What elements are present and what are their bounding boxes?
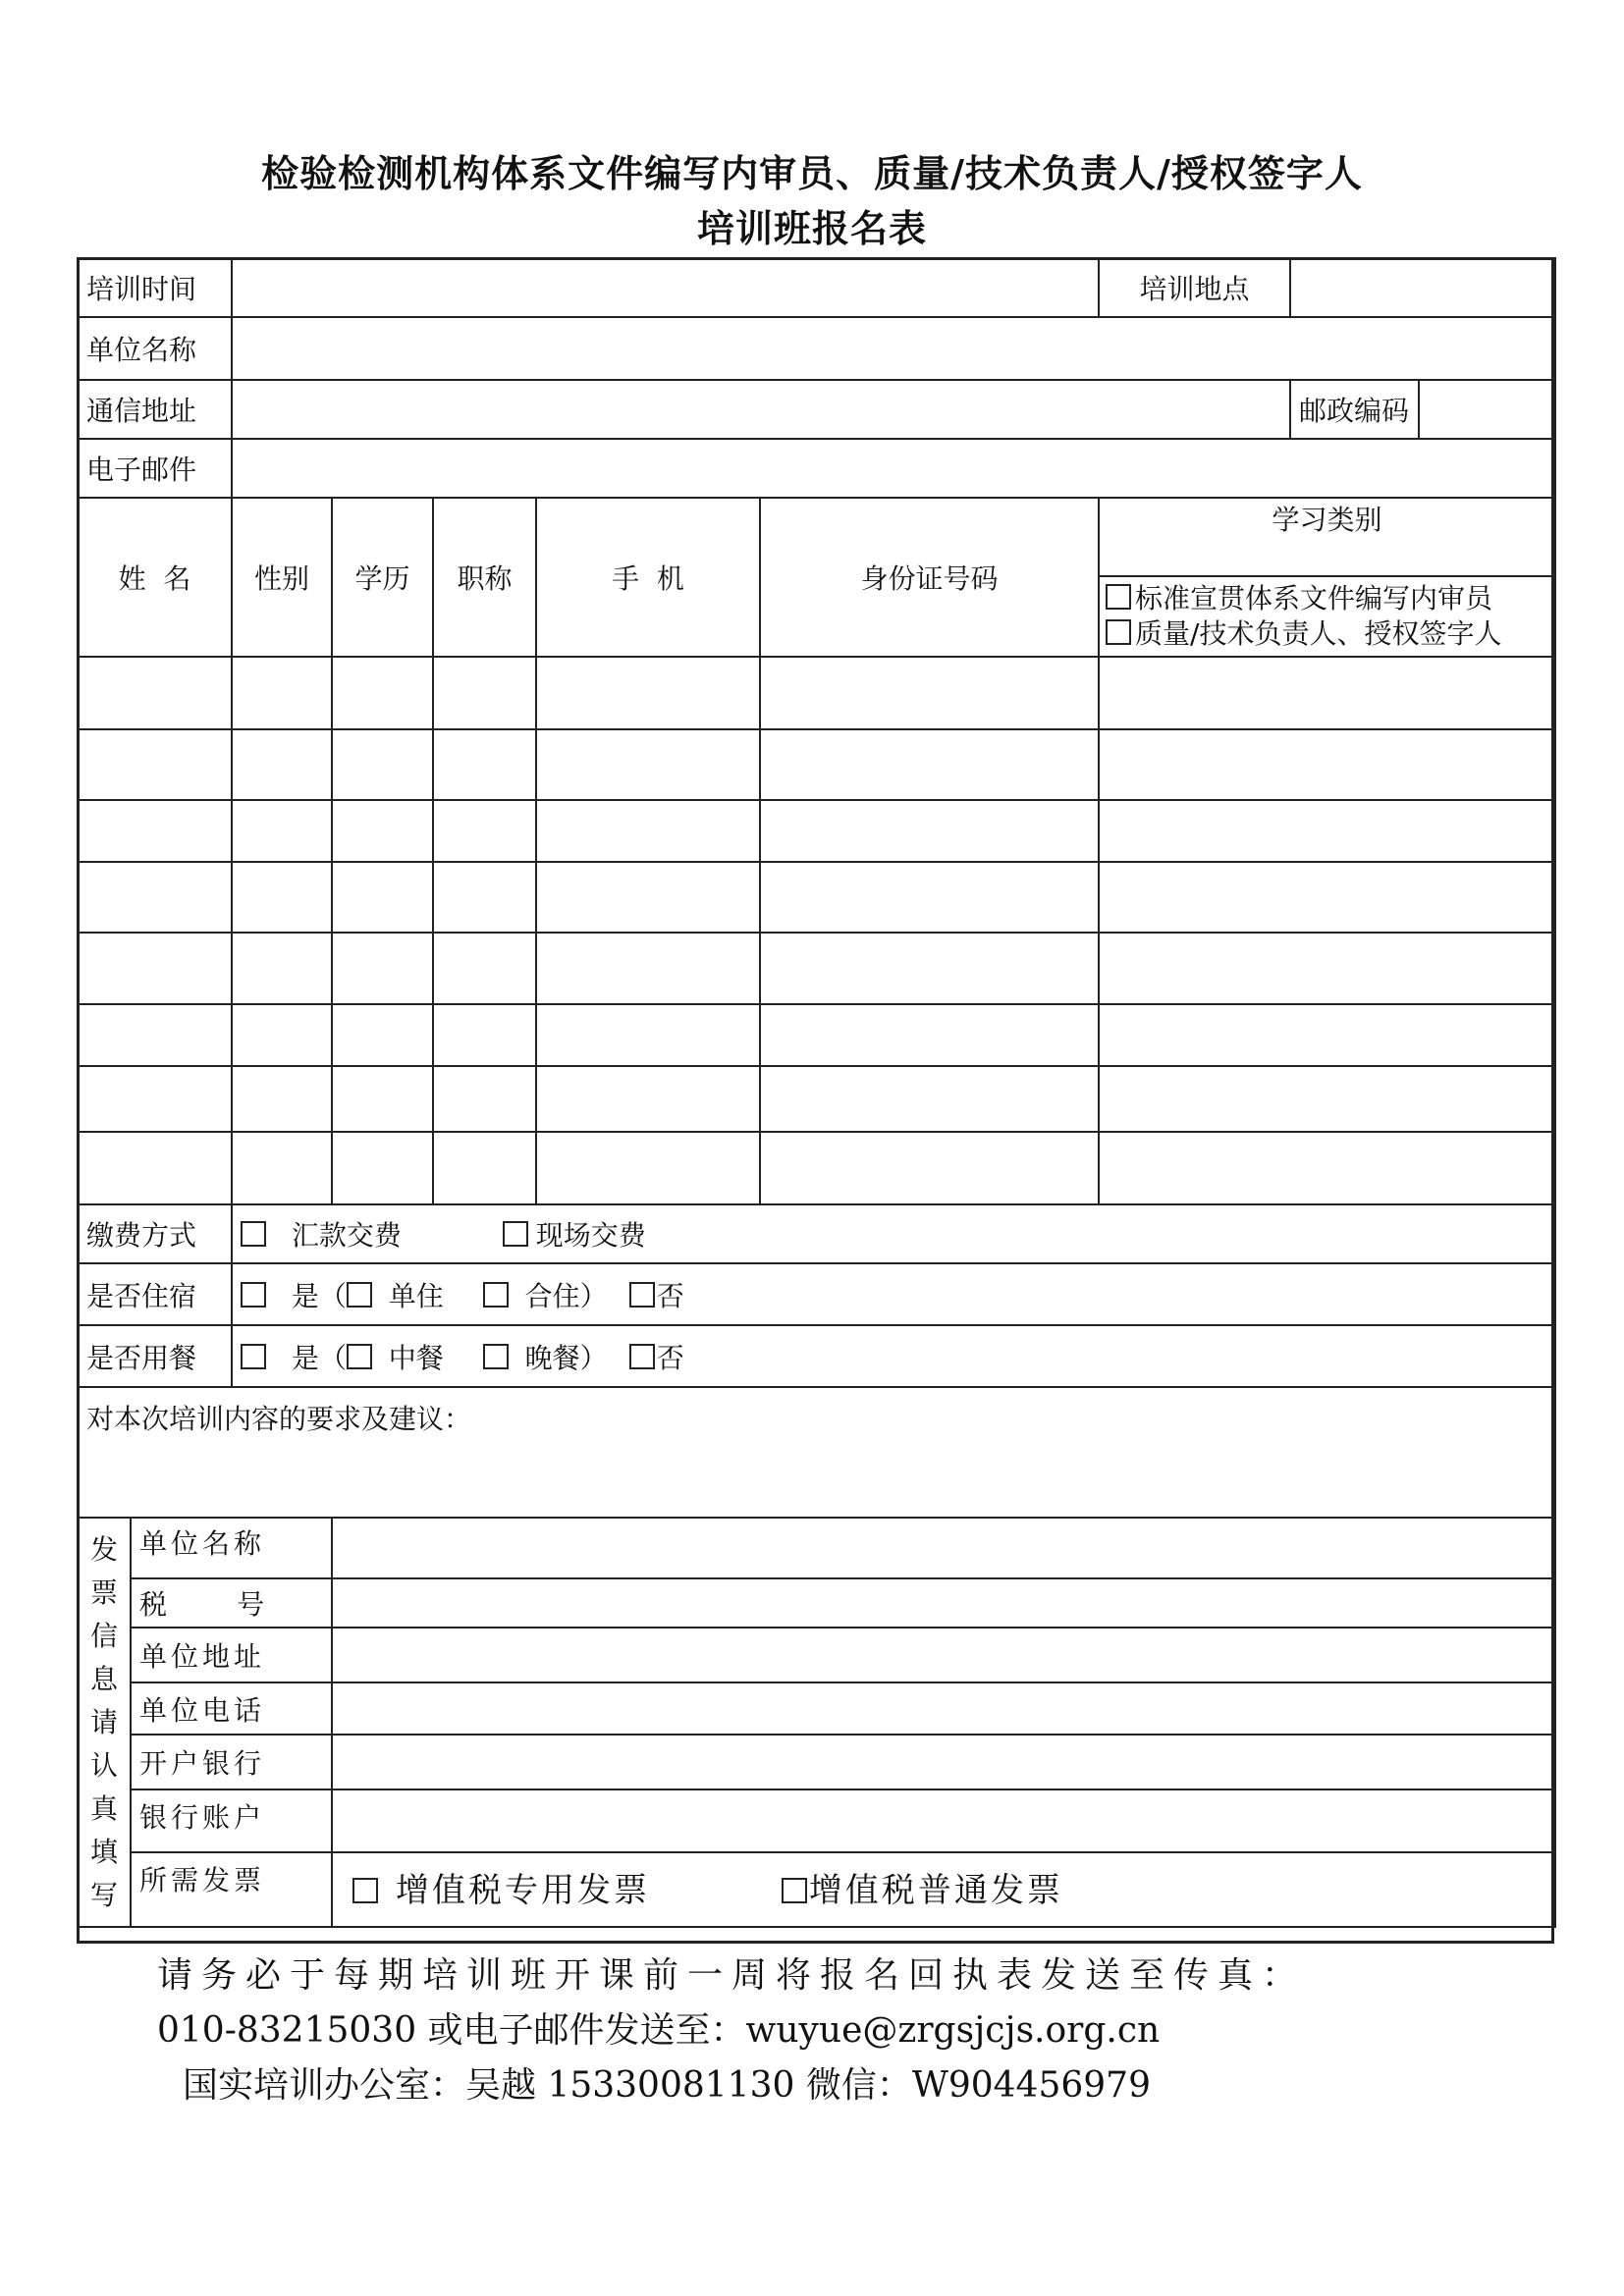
- address-label: 通信地址: [78, 380, 232, 439]
- checkbox[interactable]: [241, 1282, 266, 1308]
- checkbox[interactable]: [483, 1282, 509, 1308]
- attendee-cell[interactable]: [760, 1066, 1099, 1132]
- attendee-cell[interactable]: [332, 1066, 433, 1132]
- company-name-field[interactable]: [232, 317, 1555, 380]
- attendee-cell[interactable]: [760, 1132, 1099, 1204]
- attendee-cell[interactable]: [332, 1004, 433, 1066]
- invoice-address-label: 单位地址: [131, 1628, 332, 1682]
- category-option-1[interactable]: 标准宣贯体系文件编写内审员: [1106, 581, 1548, 616]
- attendee-cell[interactable]: [1099, 933, 1555, 1004]
- attendee-cell[interactable]: [232, 1132, 332, 1204]
- attendee-cell[interactable]: [332, 729, 433, 800]
- form-subtitle: 培训班报名表: [696, 207, 927, 250]
- attendee-row: [78, 933, 1555, 1004]
- attendee-cell[interactable]: [433, 862, 536, 933]
- invoice-phone-label: 单位电话: [131, 1682, 332, 1735]
- checkbox[interactable]: [347, 1344, 372, 1369]
- attendee-cell[interactable]: [760, 933, 1099, 1004]
- checkbox[interactable]: [483, 1344, 509, 1369]
- attendee-cell[interactable]: [1099, 1132, 1555, 1204]
- attendee-cell[interactable]: [332, 862, 433, 933]
- attendee-cell[interactable]: [536, 1004, 760, 1066]
- attendee-cell[interactable]: [78, 862, 232, 933]
- attendee-cell[interactable]: [536, 657, 760, 729]
- registration-form-table: [77, 257, 1556, 1928]
- attendee-cell[interactable]: [332, 933, 433, 1004]
- invoice-address-field[interactable]: [332, 1628, 1555, 1682]
- attendee-cell[interactable]: [536, 1132, 760, 1204]
- company-name-label: 单位名称: [78, 317, 232, 380]
- notes-line-1: 请务必于每期培训班开课前一周将报名回执表发送至传真：: [157, 1955, 1307, 1996]
- attendee-row: [78, 862, 1555, 933]
- invoice-account-label: 银行账户: [131, 1789, 332, 1852]
- notes-line-2: 010-83215030 或电子邮件发送至：wuyue@zrgsjcjs.org.cn: [157, 2010, 1161, 2051]
- checkbox[interactable]: [503, 1221, 528, 1247]
- attendee-cell[interactable]: [433, 657, 536, 729]
- attendee-row: [78, 657, 1555, 729]
- col-id-number: 身份证号码: [760, 498, 1099, 657]
- col-gender: 性别: [232, 498, 332, 657]
- attendee-row: [78, 1004, 1555, 1066]
- attendee-cell[interactable]: [232, 1066, 332, 1132]
- checkbox[interactable]: [1106, 584, 1131, 610]
- meals-yes: 是（: [291, 1341, 347, 1374]
- checkbox[interactable]: [1106, 619, 1131, 645]
- attendee-cell[interactable]: [433, 729, 536, 800]
- attendee-cell[interactable]: [760, 657, 1099, 729]
- checkbox[interactable]: [347, 1282, 372, 1308]
- suggestions-field[interactable]: [78, 1387, 1555, 1518]
- payment-remit-option[interactable]: 汇款交费: [241, 1214, 402, 1254]
- invoice-special-option[interactable]: 增值税专用发票: [352, 1863, 650, 1911]
- attendee-cell[interactable]: [433, 1066, 536, 1132]
- suggestions-label: 对本次培训内容的要求及建议：: [86, 1403, 472, 1435]
- meals-options: [232, 1325, 1555, 1387]
- attendee-cell[interactable]: [78, 933, 232, 1004]
- attendee-cell[interactable]: [760, 862, 1099, 933]
- attendee-cell[interactable]: [232, 800, 332, 862]
- col-title: 职称: [433, 498, 536, 657]
- invoice-bank-label: 开户银行: [131, 1735, 332, 1789]
- attendee-cell[interactable]: [433, 933, 536, 1004]
- checkbox[interactable]: [629, 1282, 655, 1308]
- lodging-no: 否: [656, 1279, 684, 1312]
- attendee-cell[interactable]: [332, 800, 433, 862]
- attendee-cell[interactable]: [232, 1004, 332, 1066]
- invoice-company-name-field[interactable]: [332, 1518, 1555, 1578]
- training-time-field[interactable]: [232, 258, 1099, 317]
- attendee-cell[interactable]: [760, 800, 1099, 862]
- attendee-cell[interactable]: [760, 1004, 1099, 1066]
- attendee-cell[interactable]: [1099, 862, 1555, 933]
- meals-no: 否: [656, 1341, 684, 1374]
- submission-notes: [157, 1949, 1551, 2113]
- training-place-field[interactable]: [1290, 258, 1555, 317]
- col-name: 姓 名: [78, 498, 232, 657]
- lodging-single: 单住: [388, 1279, 444, 1312]
- attendee-cell[interactable]: [433, 1004, 536, 1066]
- attendee-cell[interactable]: [536, 933, 760, 1004]
- invoice-normal-option[interactable]: 增值税普通发票: [782, 1863, 1063, 1911]
- payment-onsite-option[interactable]: 现场交费: [503, 1214, 646, 1254]
- checkbox[interactable]: [629, 1344, 655, 1369]
- attendee-row: [78, 800, 1555, 862]
- form-title: 检验检测机构体系文件编写内审员、质量/技术负责人/授权签字人: [261, 152, 1363, 195]
- invoice-phone-field[interactable]: [332, 1682, 1555, 1735]
- category-options: [1099, 576, 1555, 657]
- invoice-account-field[interactable]: [332, 1789, 1555, 1852]
- lodging-options: [232, 1263, 1555, 1325]
- attendee-cell[interactable]: [232, 933, 332, 1004]
- payment-label: 缴费方式: [78, 1204, 232, 1263]
- attendee-cell[interactable]: [232, 729, 332, 800]
- attendee-cell[interactable]: [232, 862, 332, 933]
- checkbox[interactable]: [352, 1878, 378, 1903]
- attendee-row: [78, 729, 1555, 800]
- checkbox[interactable]: [782, 1878, 807, 1903]
- email-label: 电子邮件: [78, 439, 232, 498]
- col-mobile: 手 机: [536, 498, 760, 657]
- attendee-cell[interactable]: [332, 657, 433, 729]
- attendee-cell[interactable]: [536, 862, 760, 933]
- attendee-cell[interactable]: [1099, 1004, 1555, 1066]
- postal-code-field[interactable]: [1419, 380, 1555, 439]
- notes-line-3: 国实培训办公室：吴越 15330081130 微信：W904456979: [183, 2065, 1151, 2106]
- attendee-cell[interactable]: [1099, 800, 1555, 862]
- attendee-cell[interactable]: [433, 1132, 536, 1204]
- invoice-type-label: 所需发票: [131, 1852, 332, 1927]
- attendee-cell[interactable]: [232, 657, 332, 729]
- invoice-type-options: [332, 1852, 1555, 1927]
- attendee-cell[interactable]: [536, 1066, 760, 1132]
- meals-lunch: 中餐: [388, 1341, 444, 1374]
- invoice-tax-number-field[interactable]: [332, 1578, 1555, 1628]
- attendee-cell[interactable]: [1099, 1066, 1555, 1132]
- attendee-cell[interactable]: [760, 729, 1099, 800]
- training-time-label: 培训时间: [78, 258, 232, 317]
- invoice-bank-field[interactable]: [332, 1735, 1555, 1789]
- category-option-2[interactable]: 质量/技术负责人、授权签字人: [1106, 616, 1548, 652]
- attendee-row: [78, 1066, 1555, 1132]
- col-category: 学习类别: [1099, 498, 1555, 576]
- invoice-tax-number-label: 税 号: [131, 1578, 332, 1628]
- meals-label: 是否用餐: [78, 1325, 232, 1387]
- col-education: 学历: [332, 498, 433, 657]
- attendee-cell[interactable]: [78, 729, 232, 800]
- attendee-cell[interactable]: [78, 1066, 232, 1132]
- attendee-cell[interactable]: [1099, 657, 1555, 729]
- lodging-shared: 合住）: [524, 1279, 608, 1312]
- email-field[interactable]: [232, 439, 1555, 498]
- attendee-cell[interactable]: [536, 729, 760, 800]
- checkbox[interactable]: [241, 1221, 266, 1247]
- lodging-label: 是否住宿: [78, 1263, 232, 1325]
- checkbox[interactable]: [241, 1344, 266, 1369]
- attendee-row: [78, 1132, 1555, 1204]
- attendee-cell[interactable]: [332, 1132, 433, 1204]
- lodging-yes: 是（: [291, 1279, 347, 1312]
- training-place-label: 培训地点: [1099, 258, 1290, 317]
- meals-dinner: 晚餐）: [524, 1341, 608, 1374]
- attendee-cell[interactable]: [78, 800, 232, 862]
- attendee-cell[interactable]: [1099, 729, 1555, 800]
- attendee-cell[interactable]: [78, 1132, 232, 1204]
- address-field[interactable]: [232, 380, 1290, 439]
- attendee-cell[interactable]: [433, 800, 536, 862]
- attendee-cell[interactable]: [78, 1004, 232, 1066]
- invoice-side-label-text: 发 票 信 息 请 认 真 填 写: [89, 1532, 118, 1911]
- payment-options: [232, 1204, 1555, 1263]
- postal-code-label: 邮政编码: [1290, 380, 1419, 439]
- attendee-rows: [78, 657, 1555, 1204]
- attendee-cell[interactable]: [536, 800, 760, 862]
- invoice-side-label: [78, 1518, 131, 1927]
- attendee-cell[interactable]: [78, 657, 232, 729]
- invoice-company-name-label: 单位名称: [131, 1518, 332, 1578]
